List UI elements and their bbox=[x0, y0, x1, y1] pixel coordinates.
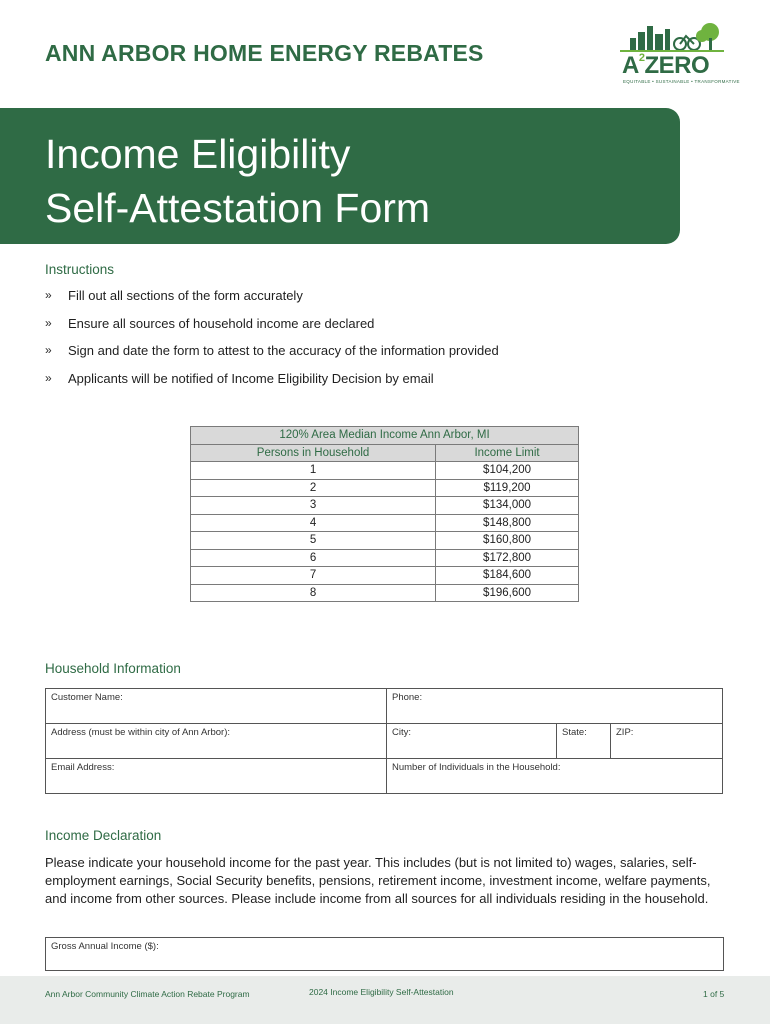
table-row: 4 $148,800 bbox=[191, 514, 579, 532]
form-title: Income Eligibility Self-Attestation Form bbox=[45, 131, 431, 231]
title-banner bbox=[0, 108, 680, 244]
customer-name-field[interactable]: Customer Name: bbox=[46, 689, 387, 723]
column-header-limit: Income Limit bbox=[436, 444, 579, 462]
chevron-bullet-icon: » bbox=[45, 315, 52, 330]
zip-field[interactable]: ZIP: bbox=[616, 727, 634, 738]
page-footer bbox=[0, 976, 770, 1024]
city-field[interactable]: City: bbox=[387, 724, 557, 758]
list-item: » Applicants will be notified of Income Eligibility Decision by email bbox=[45, 371, 499, 399]
table-row: 5 $160,800 bbox=[191, 532, 579, 550]
a2zero-logo bbox=[620, 20, 740, 86]
page-number: 1 of 5 bbox=[703, 989, 725, 999]
footer-document-title: 2024 Income Eligibility Self-Attestation bbox=[309, 987, 454, 997]
table-row: 3 $134,000 bbox=[191, 497, 579, 515]
gross-income-field[interactable]: Gross Annual Income ($): bbox=[45, 937, 724, 971]
address-field[interactable]: Address (must be within city of Ann Arbor): bbox=[46, 724, 387, 758]
state-field[interactable]: State: bbox=[557, 724, 611, 758]
table-row: 2 $119,200 bbox=[191, 479, 579, 497]
city-skyline-icon bbox=[620, 20, 730, 54]
table-row: 6 $172,800 bbox=[191, 549, 579, 567]
table-row: 1 $104,200 bbox=[191, 462, 579, 480]
table-row: 8 $196,600 bbox=[191, 584, 579, 602]
footer-program-name: Ann Arbor Community Climate Action Rebate Program bbox=[45, 989, 250, 999]
instructions-list bbox=[45, 288, 499, 398]
logo-wordmark: $A^2ZERO$ bbox=[622, 52, 710, 79]
phone-field[interactable]: Phone: bbox=[392, 692, 423, 703]
list-item: » Fill out all sections of the form accurately bbox=[45, 288, 499, 316]
email-field[interactable]: Email Address: bbox=[46, 759, 387, 793]
household-heading: Household Information bbox=[45, 661, 181, 676]
instructions-heading: Instructions bbox=[45, 262, 115, 277]
table-caption: 120% Area Median Income Ann Arbor, MI bbox=[191, 427, 579, 445]
table-row: 7 $184,600 bbox=[191, 567, 579, 585]
income-limit-table bbox=[190, 426, 579, 602]
chevron-bullet-icon: » bbox=[45, 370, 52, 385]
income-declaration-text: Please indicate your household income for the past year. This includes (but is not limited to) wages, salaries, self-employment earnings, Social Security benefits, pensions, retirement income, investment income, welfare payments, and income from other sources. Please include income from all sources for all individuals residing in the household. bbox=[45, 855, 711, 906]
list-item: » Sign and date the form to attest to the accuracy of the information provided bbox=[45, 343, 499, 371]
logo-tagline: EQUITABLE • SUSTAINABLE • TRANSFORMATIVE bbox=[623, 79, 740, 84]
chevron-bullet-icon: » bbox=[45, 288, 52, 302]
column-header-persons: Persons in Household bbox=[191, 444, 436, 462]
household-size-field[interactable]: Number of Individuals in the Household: bbox=[392, 762, 561, 773]
program-title: ANN ARBOR HOME ENERGY REBATES bbox=[45, 40, 484, 66]
income-declaration-heading: Income Declaration bbox=[45, 828, 162, 843]
chevron-bullet-icon: » bbox=[45, 343, 52, 357]
list-item: » Ensure all sources of household income are declared bbox=[45, 316, 499, 344]
household-form bbox=[45, 688, 723, 794]
